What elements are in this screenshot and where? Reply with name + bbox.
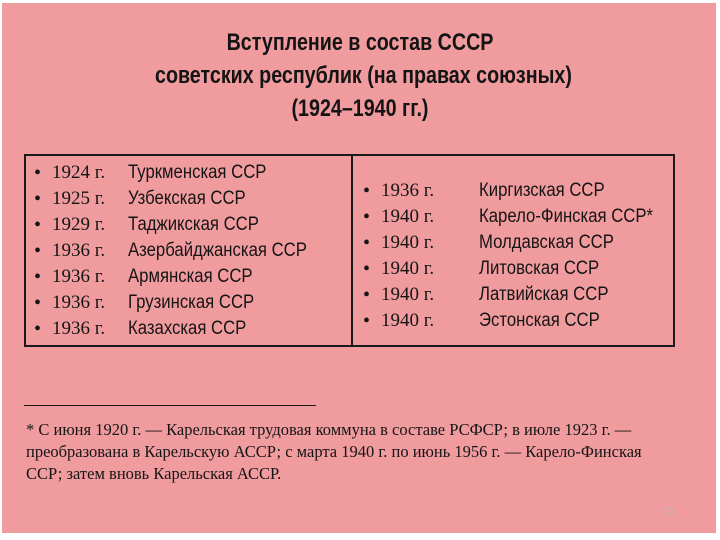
entry-republic: Эстонская ССР (479, 310, 600, 331)
bullet: • (34, 214, 42, 236)
entry-year: 1940 г. (381, 258, 435, 279)
bullet: • (34, 266, 42, 288)
bullet: • (363, 206, 371, 228)
title-line-2: советских республик (на правах союзных) (155, 62, 572, 89)
entry-year: 1936 г. (52, 240, 106, 261)
bullet: • (363, 258, 371, 280)
bullet: • (34, 318, 42, 340)
entry-year: 1936 г. (52, 318, 106, 339)
entry-republic: Карело-Финская ССР* (479, 206, 654, 227)
bullet: • (363, 284, 371, 306)
footnote-rule (24, 405, 316, 406)
bullet: • (34, 162, 42, 184)
footnote-line-1: * С июня 1920 г. — Карельская трудовая коммуна в составе РСФСР; в июле 1923 г. — (26, 420, 632, 439)
title-line-1: Вступление в состав СССР (226, 29, 494, 56)
entry-year: 1925 г. (52, 188, 106, 209)
bullet: • (363, 180, 371, 202)
bullet: • (363, 232, 371, 254)
entry-year: 1936 г. (52, 292, 106, 313)
republics-table (24, 154, 675, 347)
bullet: • (34, 188, 42, 210)
entry-republic: Казахская ССР (128, 318, 247, 339)
entry-year: 1940 г. (381, 206, 435, 227)
bullet: • (34, 240, 42, 262)
footnote-line-2: преобразована в Карельскую АССР; с марта 1940 г. по июнь 1956 г. — Карело-Финская (26, 442, 642, 461)
entry-year: 1924 г. (52, 162, 106, 183)
entry-year: 1929 г. (52, 214, 106, 235)
column-divider (351, 156, 353, 345)
entry-republic: Туркменская ССР (128, 162, 267, 183)
entry-year: 1940 г. (381, 284, 435, 305)
page-title (155, 26, 572, 125)
entry-republic: Латвийская ССР (479, 284, 609, 305)
page-number: 15 (663, 506, 675, 517)
entry-republic: Литовская ССР (479, 258, 600, 279)
title-line-3: (1924–1940 гг.) (291, 95, 429, 122)
entry-republic: Азербайджанская ССР (128, 240, 307, 261)
entry-year: 1940 г. (381, 310, 435, 331)
entry-republic: Киргизская ССР (479, 180, 605, 201)
entry-republic: Армянская ССР (128, 266, 253, 287)
entry-republic: Грузинская ССР (128, 292, 255, 313)
bullet: • (363, 310, 371, 332)
entry-republic: Таджикская ССР (128, 214, 259, 235)
bullet: • (34, 292, 42, 314)
entry-year: 1936 г. (381, 180, 435, 201)
footnote-line-3: ССР; затем вновь Карельская АССР. (26, 464, 282, 483)
entry-republic: Узбекская ССР (128, 188, 246, 209)
footnote (26, 419, 686, 485)
entry-republic: Молдавская ССР (479, 232, 614, 253)
entry-year: 1936 г. (52, 266, 106, 287)
entry-year: 1940 г. (381, 232, 435, 253)
